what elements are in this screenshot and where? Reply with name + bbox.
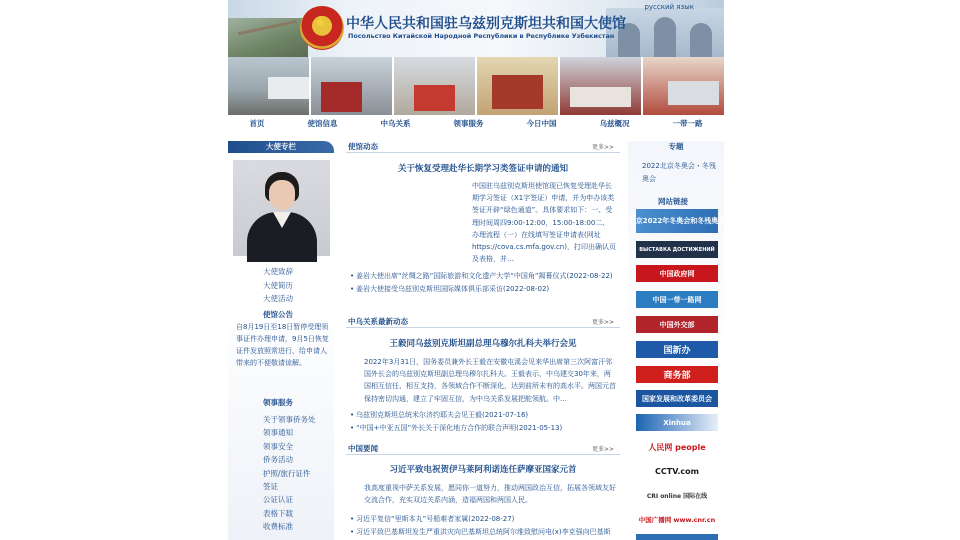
embassy-title-cn: 中华人民共和国驻乌兹别克斯坦共和国大使馆: [346, 16, 626, 32]
nav-china-today[interactable]: 今日中国: [526, 118, 557, 128]
news-item-link[interactable]: • 习近平复信“里斯本丸”号船难者家属(2022-08-27): [350, 513, 620, 526]
news-photo[interactable]: [311, 57, 392, 115]
consular-head: 领事服务: [263, 398, 293, 407]
news-photo[interactable]: [228, 57, 309, 115]
news-list: [350, 270, 620, 295]
consular-links: [263, 413, 316, 534]
consular-link[interactable]: 领事通知: [263, 428, 293, 438]
consular-link[interactable]: 表格下载: [263, 508, 293, 518]
headline-link[interactable]: 关于恢复受理赴华长期学习类签证申请的通知: [397, 164, 568, 174]
scio-link[interactable]: 国新办: [636, 341, 718, 358]
news-item-link[interactable]: • 姜岩大使出席“丝绸之路”国际旅游和文化遗产大学“中国角”揭幕仪式(2022-08-22): [350, 270, 620, 283]
left-sidebar: [228, 141, 334, 540]
headline-link[interactable]: 习近平致电祝贺伊马莱阿利诺连任萨摩亚国家元首: [389, 465, 577, 475]
cctv-link[interactable]: CCTV.com: [636, 463, 718, 480]
beijing-2022-link[interactable]: 北京2022年冬奥会和冬残奥会: [636, 209, 718, 233]
national-emblem-icon: ★: [300, 6, 344, 50]
consular-link[interactable]: 公证认证: [263, 495, 293, 505]
gov-cn-link[interactable]: 中国政府网: [636, 265, 718, 282]
headline-link[interactable]: 王毅同乌兹别克斯坦副总理乌穆尔扎科夫举行会见: [389, 339, 577, 349]
main-content: [346, 141, 620, 540]
headline-summary: 我高度重视中萨关系发展，愿同你一道努力，推动两国政治互信，拓展各领域友好交流合作，充实双边关系内涵，造福两国和两国人民。: [364, 484, 616, 505]
section-head: [346, 443, 620, 455]
mofcom-link[interactable]: 商务部: [636, 366, 718, 383]
consular-link[interactable]: 侨务活动: [263, 455, 293, 465]
news-photo[interactable]: [477, 57, 558, 115]
cnr-link[interactable]: 中国广播网 www.cnr.cn: [636, 511, 718, 528]
photo-strip: [228, 57, 724, 115]
consular-link[interactable]: 领事安全: [263, 441, 293, 451]
news-list: [350, 409, 620, 434]
news-item-link[interactable]: • 习近平致巴基斯坦发生严重洪灾向巴基斯坦总统阿尔维致慰问电(x)李克强向巴基斯: [350, 526, 620, 539]
cri-online-link[interactable]: CRI online 国际在线: [636, 487, 718, 504]
exhibition-link[interactable]: ВЫСТАВКА ДОСТИЖЕНИЙ: [636, 241, 718, 258]
nav-embassy-info[interactable]: 使馆信息: [307, 118, 338, 128]
header-banner: [228, 0, 724, 57]
news-list: [350, 513, 620, 538]
embassy-title-ru: Посольство Китайской Народной Республики в Республике Узбекистан: [348, 32, 615, 40]
section-title: 中国要闻: [348, 444, 378, 453]
consular-link[interactable]: 护照/旅行证件: [263, 468, 311, 478]
news-photo[interactable]: [394, 57, 475, 115]
nav-belt-and-road[interactable]: 一带一路: [672, 118, 703, 128]
ambassador-column-head: 大使专栏: [228, 141, 334, 153]
more-link[interactable]: 更多>>: [591, 446, 614, 453]
great-wall-image: [228, 18, 308, 57]
ambassador-portrait: [233, 160, 330, 256]
mfa-link[interactable]: 中国外交部: [636, 316, 718, 333]
headline-summary: 2022年3月31日，国务委员兼外长王毅在安徽屯溪会见来华出席第三次阿富汗邻国外长会的乌兹别克斯坦副总理乌穆尔扎科夫。王毅表示，中乌建交30年来，两国相互信任、相互支持，各领域合作不断深化，达到前所未有的高水平。两国元首保持密切沟通，建立了牢固互信，为中乌关系发展把舵领航。中…: [364, 358, 616, 403]
more-link[interactable]: 更多>>: [591, 144, 614, 151]
ambassador-speech-link[interactable]: 大使致辞: [263, 267, 293, 276]
news-photo[interactable]: [560, 57, 641, 115]
more-link[interactable]: 更多>>: [591, 319, 614, 326]
notice-text[interactable]: 自8月19日至18日暂停受理领事证件办理申请，9月5日恢复证件发放照常进行，给申请人带来的不便敬请谅解。: [236, 323, 329, 367]
people-daily-link[interactable]: 人民网 people: [636, 439, 718, 456]
russian-language-link[interactable]: русский язык: [644, 3, 694, 11]
main-nav: [228, 117, 724, 129]
headline-summary: 中国驻乌兹别克斯坦使馆现已恢复受理赴华长期学习签证（X1字签证）申请，并为申办该类签证开辟“绿色通道”。具体要求如下：一、受理时间周四9:00-12:00，15:00-18:00二、办理流程（一）在线填写签证申请表(网址https://cova.cs.mfa.gov.cn)，打印出确认页及表格，并…: [472, 182, 616, 264]
xinhua-link[interactable]: Xinhua: [636, 414, 718, 431]
dome-shape: [654, 17, 676, 57]
dome-shape: [690, 23, 712, 57]
consular-link[interactable]: 签证: [263, 482, 278, 492]
news-item-link[interactable]: • “中国+中亚五国”外长关于深化地方合作的联合声明(2021-05-13): [350, 422, 620, 435]
nav-home[interactable]: 首页: [249, 118, 265, 128]
right-sidebar: [628, 141, 724, 540]
page: [228, 0, 724, 540]
section-title: 使馆动态: [348, 142, 378, 151]
ambassador-resume-link[interactable]: 大使简历: [263, 280, 293, 290]
site-links-head: 网站链接: [658, 197, 688, 206]
news-item-link[interactable]: • 乌兹别克斯坦总统米尔济约耶夫会见王毅(2021-07-16): [350, 409, 620, 422]
nav-china-uzbek-relations[interactable]: 中乌关系: [380, 118, 411, 128]
section-head: [346, 316, 620, 328]
ambassador-links: [263, 265, 293, 306]
ambassador-activities-link[interactable]: 大使活动: [263, 294, 293, 303]
nav-consular-service[interactable]: 领事服务: [453, 118, 484, 128]
notice-head: 使馆公告: [263, 310, 293, 319]
belt-road-portal-link[interactable]: 中国一带一路网: [636, 291, 718, 308]
consular-link[interactable]: 收费标准: [263, 522, 293, 532]
winter-olympics-topic-link[interactable]: 2022北京冬奥会・冬残奥会: [642, 162, 716, 183]
more-site-link[interactable]: [636, 534, 718, 540]
news-item-link[interactable]: • 姜岩大使接受乌兹别克斯坦国际媒体俱乐部采访(2022-08-02): [350, 283, 620, 296]
section-head: [346, 141, 620, 153]
nav-uzbek-overview[interactable]: 乌兹概况: [599, 118, 630, 128]
consular-link[interactable]: 关于领事侨务处: [263, 415, 316, 424]
ndrc-link[interactable]: 国家发展和改革委员会: [636, 390, 718, 407]
section-title: 中乌关系最新动态: [348, 317, 408, 326]
news-photo[interactable]: [643, 57, 724, 115]
topics-head: 专题: [668, 142, 684, 151]
